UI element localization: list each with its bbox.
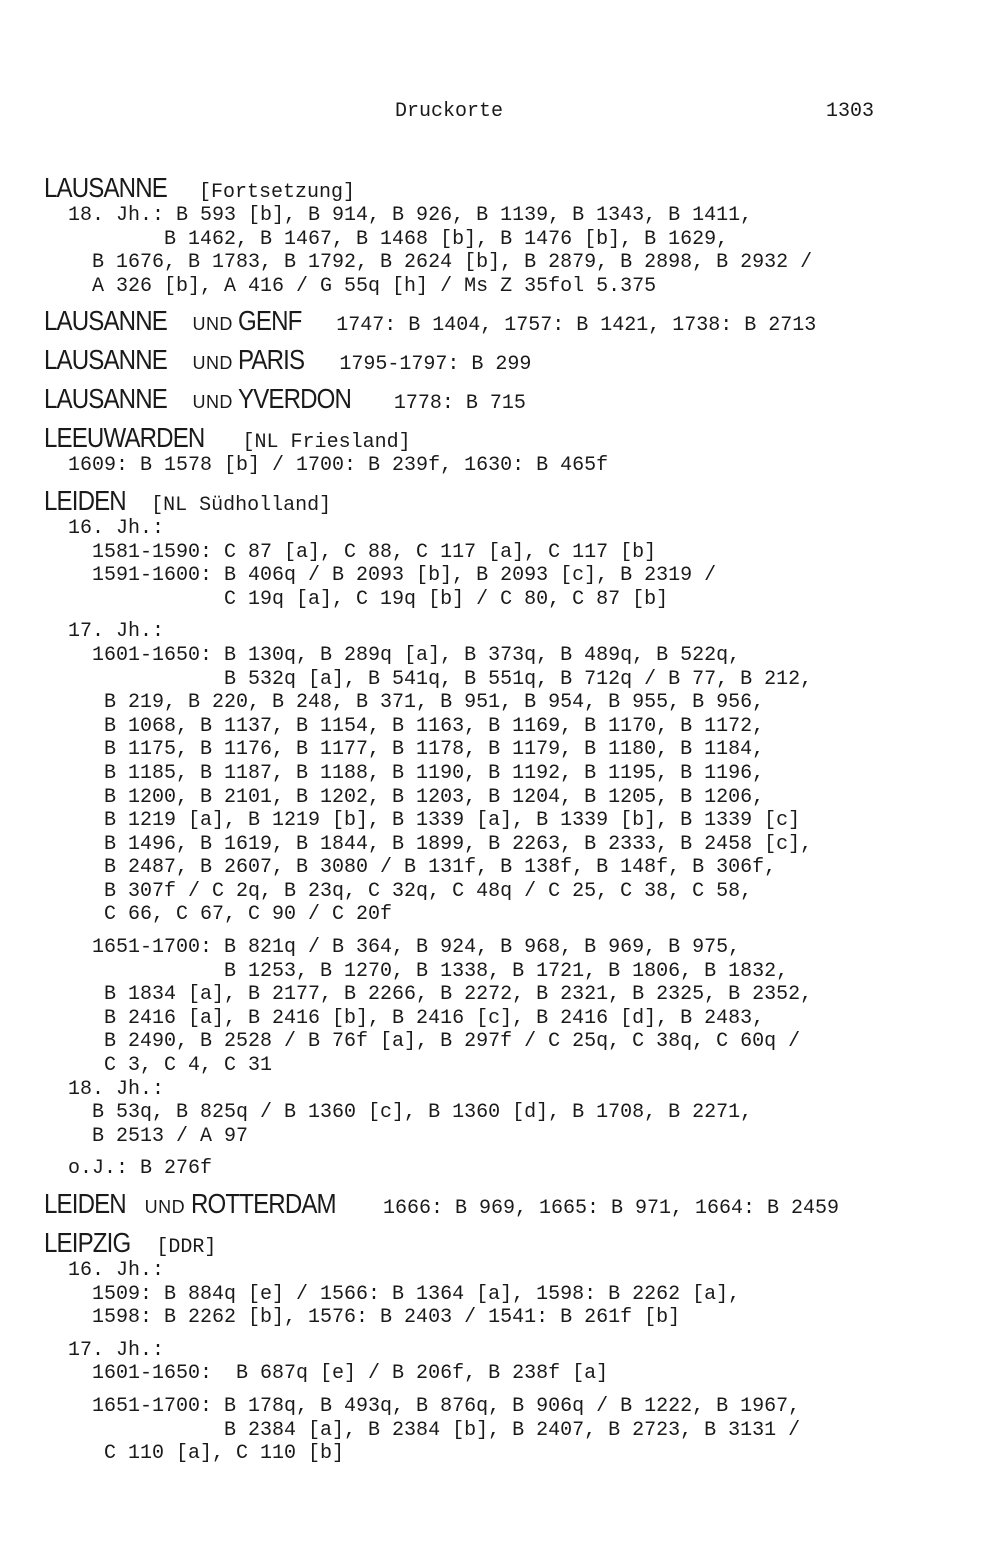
spacer	[44, 611, 974, 620]
entry-line: 1591-1600: B 406q / B 2093 [b], B 2093 [c], B 2319 /	[44, 564, 717, 588]
entry-heading	[44, 383, 974, 415]
heading-conjunction: UND	[186, 353, 239, 374]
entry-line: 1509: B 884q [e] / 1566: B 1364 [a], 1598: B 2262 [a],	[44, 1282, 741, 1306]
entry-line: A 326 [b], A 416 / G 55q [h] / Ms Z 35fol 5.375	[44, 274, 657, 298]
entry-line: C 66, C 67, C 90 / C 20f	[44, 903, 393, 927]
heading-detail: [NL Friesland]	[230, 431, 411, 455]
entry-line: 1601-1650: B 687q [e] / B 206f, B 238f [a]	[44, 1362, 609, 1386]
entry-line: 16. Jh.:	[44, 1259, 165, 1282]
spacer	[44, 1330, 974, 1339]
heading-conjunction: UND	[139, 1197, 191, 1217]
entry-line: C 110 [a], C 110 [b]	[44, 1442, 345, 1466]
place-name: LAUSANNE	[44, 172, 167, 203]
entry-line: B 1676, B 1783, B 1792, B 2624 [b], B 2879, B 2898, B 2932 /	[44, 251, 813, 275]
entry-line: B 1185, B 1187, B 1188, B 1190, B 1192, B 1195, B 1196,	[44, 761, 765, 785]
entry-line: 18. Jh.: B 593 [b], B 914, B 926, B 1139, B 1343, B 1411,	[44, 204, 753, 227]
entry-heading	[44, 1227, 974, 1259]
entry-line: B 1200, B 2101, B 1202, B 1203, B 1204, B 1205, B 1206,	[44, 785, 765, 809]
entry-line: B 1253, B 1270, B 1338, B 1721, B 1806, B 1832,	[44, 959, 789, 983]
page-number: 1303	[826, 100, 875, 123]
heading-conjunction: UND	[186, 392, 239, 413]
heading-conjunction: UND	[186, 314, 239, 335]
place-name: LAUSANNE	[44, 383, 167, 415]
entry-line: B 53q, B 825q / B 1360 [c], B 1360 [d], B 1708, B 2271,	[44, 1101, 753, 1125]
entry-line: B 1068, B 1137, B 1154, B 1163, B 1169, B 1170, B 1172,	[44, 714, 765, 738]
place-name: PARIS	[238, 344, 305, 376]
entry-line: 1651-1700: B 821q / B 364, B 924, B 968, B 969, B 975,	[44, 936, 741, 960]
place-name: LAUSANNE	[44, 305, 167, 337]
index-entries	[44, 172, 974, 1466]
place-name: LEIDEN	[44, 484, 126, 516]
entry-line: B 2490, B 2528 / B 76f [a], B 297f / C 25q, C 38q, C 60q /	[44, 1030, 801, 1054]
entry-heading	[44, 485, 974, 517]
place-name: YVERDON	[238, 383, 352, 415]
heading-detail: [DDR]	[144, 1236, 217, 1259]
spacer	[44, 1386, 974, 1395]
entry-line: 1651-1700: B 178q, B 493q, B 876q, B 906q / B 1222, B 1967,	[44, 1394, 801, 1418]
entry-heading	[44, 422, 974, 454]
heading-detail: [NL Südholland]	[139, 493, 332, 517]
entry-line: o.J.: B 276f	[44, 1157, 213, 1181]
place-name: LEIDEN	[44, 1188, 126, 1219]
entry-line: 1609: B 1578 [b] / 1700: B 239f, 1630: B 465f	[44, 454, 609, 478]
entry-line: B 2487, B 2607, B 3080 / B 131f, B 138f, B 148f, B 306f,	[44, 856, 777, 880]
heading-detail: 1666: B 969, 1665: B 971, 1664: B 2459	[358, 1197, 840, 1220]
place-name: GENF	[238, 305, 302, 337]
heading-detail: 1778: B 715	[369, 392, 526, 416]
heading-detail: [Fortsetzung]	[186, 181, 355, 204]
entry-heading	[44, 1188, 974, 1220]
entry-heading	[44, 344, 974, 376]
entry-line: 1598: B 2262 [b], 1576: B 2403 / 1541: B 261f [b]	[44, 1306, 681, 1330]
entry-line: 16. Jh.:	[44, 516, 165, 540]
entry-line: B 1219 [a], B 1219 [b], B 1339 [a], B 1339 [b], B 1339 [c]	[44, 809, 801, 833]
entry-line: B 2513 / A 97	[44, 1124, 249, 1148]
entry-line: B 2384 [a], B 2384 [b], B 2407, B 2723, B 3131 /	[44, 1418, 801, 1442]
spacer	[44, 1148, 974, 1157]
entry-line: C 3, C 4, C 31	[44, 1054, 273, 1078]
heading-detail: 1747: B 1404, 1757: B 1421, 1738: B 2713	[312, 314, 817, 338]
running-title: Druckorte	[395, 100, 504, 123]
entry-line: B 1496, B 1619, B 1844, B 1899, B 2263, B 2333, B 2458 [c],	[44, 832, 813, 856]
place-name: LEIPZIG	[44, 1227, 131, 1258]
heading-detail: 1795-1797: B 299	[315, 353, 532, 377]
entry-line: B 219, B 220, B 248, B 371, B 951, B 954, B 955, B 956,	[44, 691, 765, 715]
entry-line: 1601-1650: B 130q, B 289q [a], B 373q, B 489q, B 522q,	[44, 643, 741, 667]
entry-line: B 1834 [a], B 2177, B 2266, B 2272, B 2321, B 2325, B 2352,	[44, 983, 813, 1007]
entry-line: B 532q [a], B 541q, B 551q, B 712q / B 77, B 212,	[44, 667, 813, 691]
place-name: LEEUWARDEN	[44, 422, 205, 454]
entry-line: 1581-1590: C 87 [a], C 88, C 117 [a], C 117 [b]	[44, 540, 657, 564]
spacer	[44, 927, 974, 936]
entry-line: B 307f / C 2q, B 23q, C 32q, C 48q / C 25, C 38, C 58,	[44, 879, 753, 903]
entry-line: 17. Jh.:	[44, 620, 165, 644]
entry-heading	[44, 172, 974, 204]
place-name: ROTTERDAM	[190, 1188, 336, 1219]
entry-line: B 2416 [a], B 2416 [b], B 2416 [c], B 2416 [d], B 2483,	[44, 1006, 765, 1030]
entry-line: B 1462, B 1467, B 1468 [b], B 1476 [b], B 1629,	[44, 227, 729, 251]
place-name: LAUSANNE	[44, 344, 167, 376]
entry-line: C 19q [a], C 19q [b] / C 80, C 87 [b]	[44, 587, 669, 611]
entry-line: B 1175, B 1176, B 1177, B 1178, B 1179, B 1180, B 1184,	[44, 738, 765, 762]
entry-line: 17. Jh.:	[44, 1338, 165, 1362]
entry-heading	[44, 305, 974, 337]
entry-line: 18. Jh.:	[44, 1077, 165, 1101]
